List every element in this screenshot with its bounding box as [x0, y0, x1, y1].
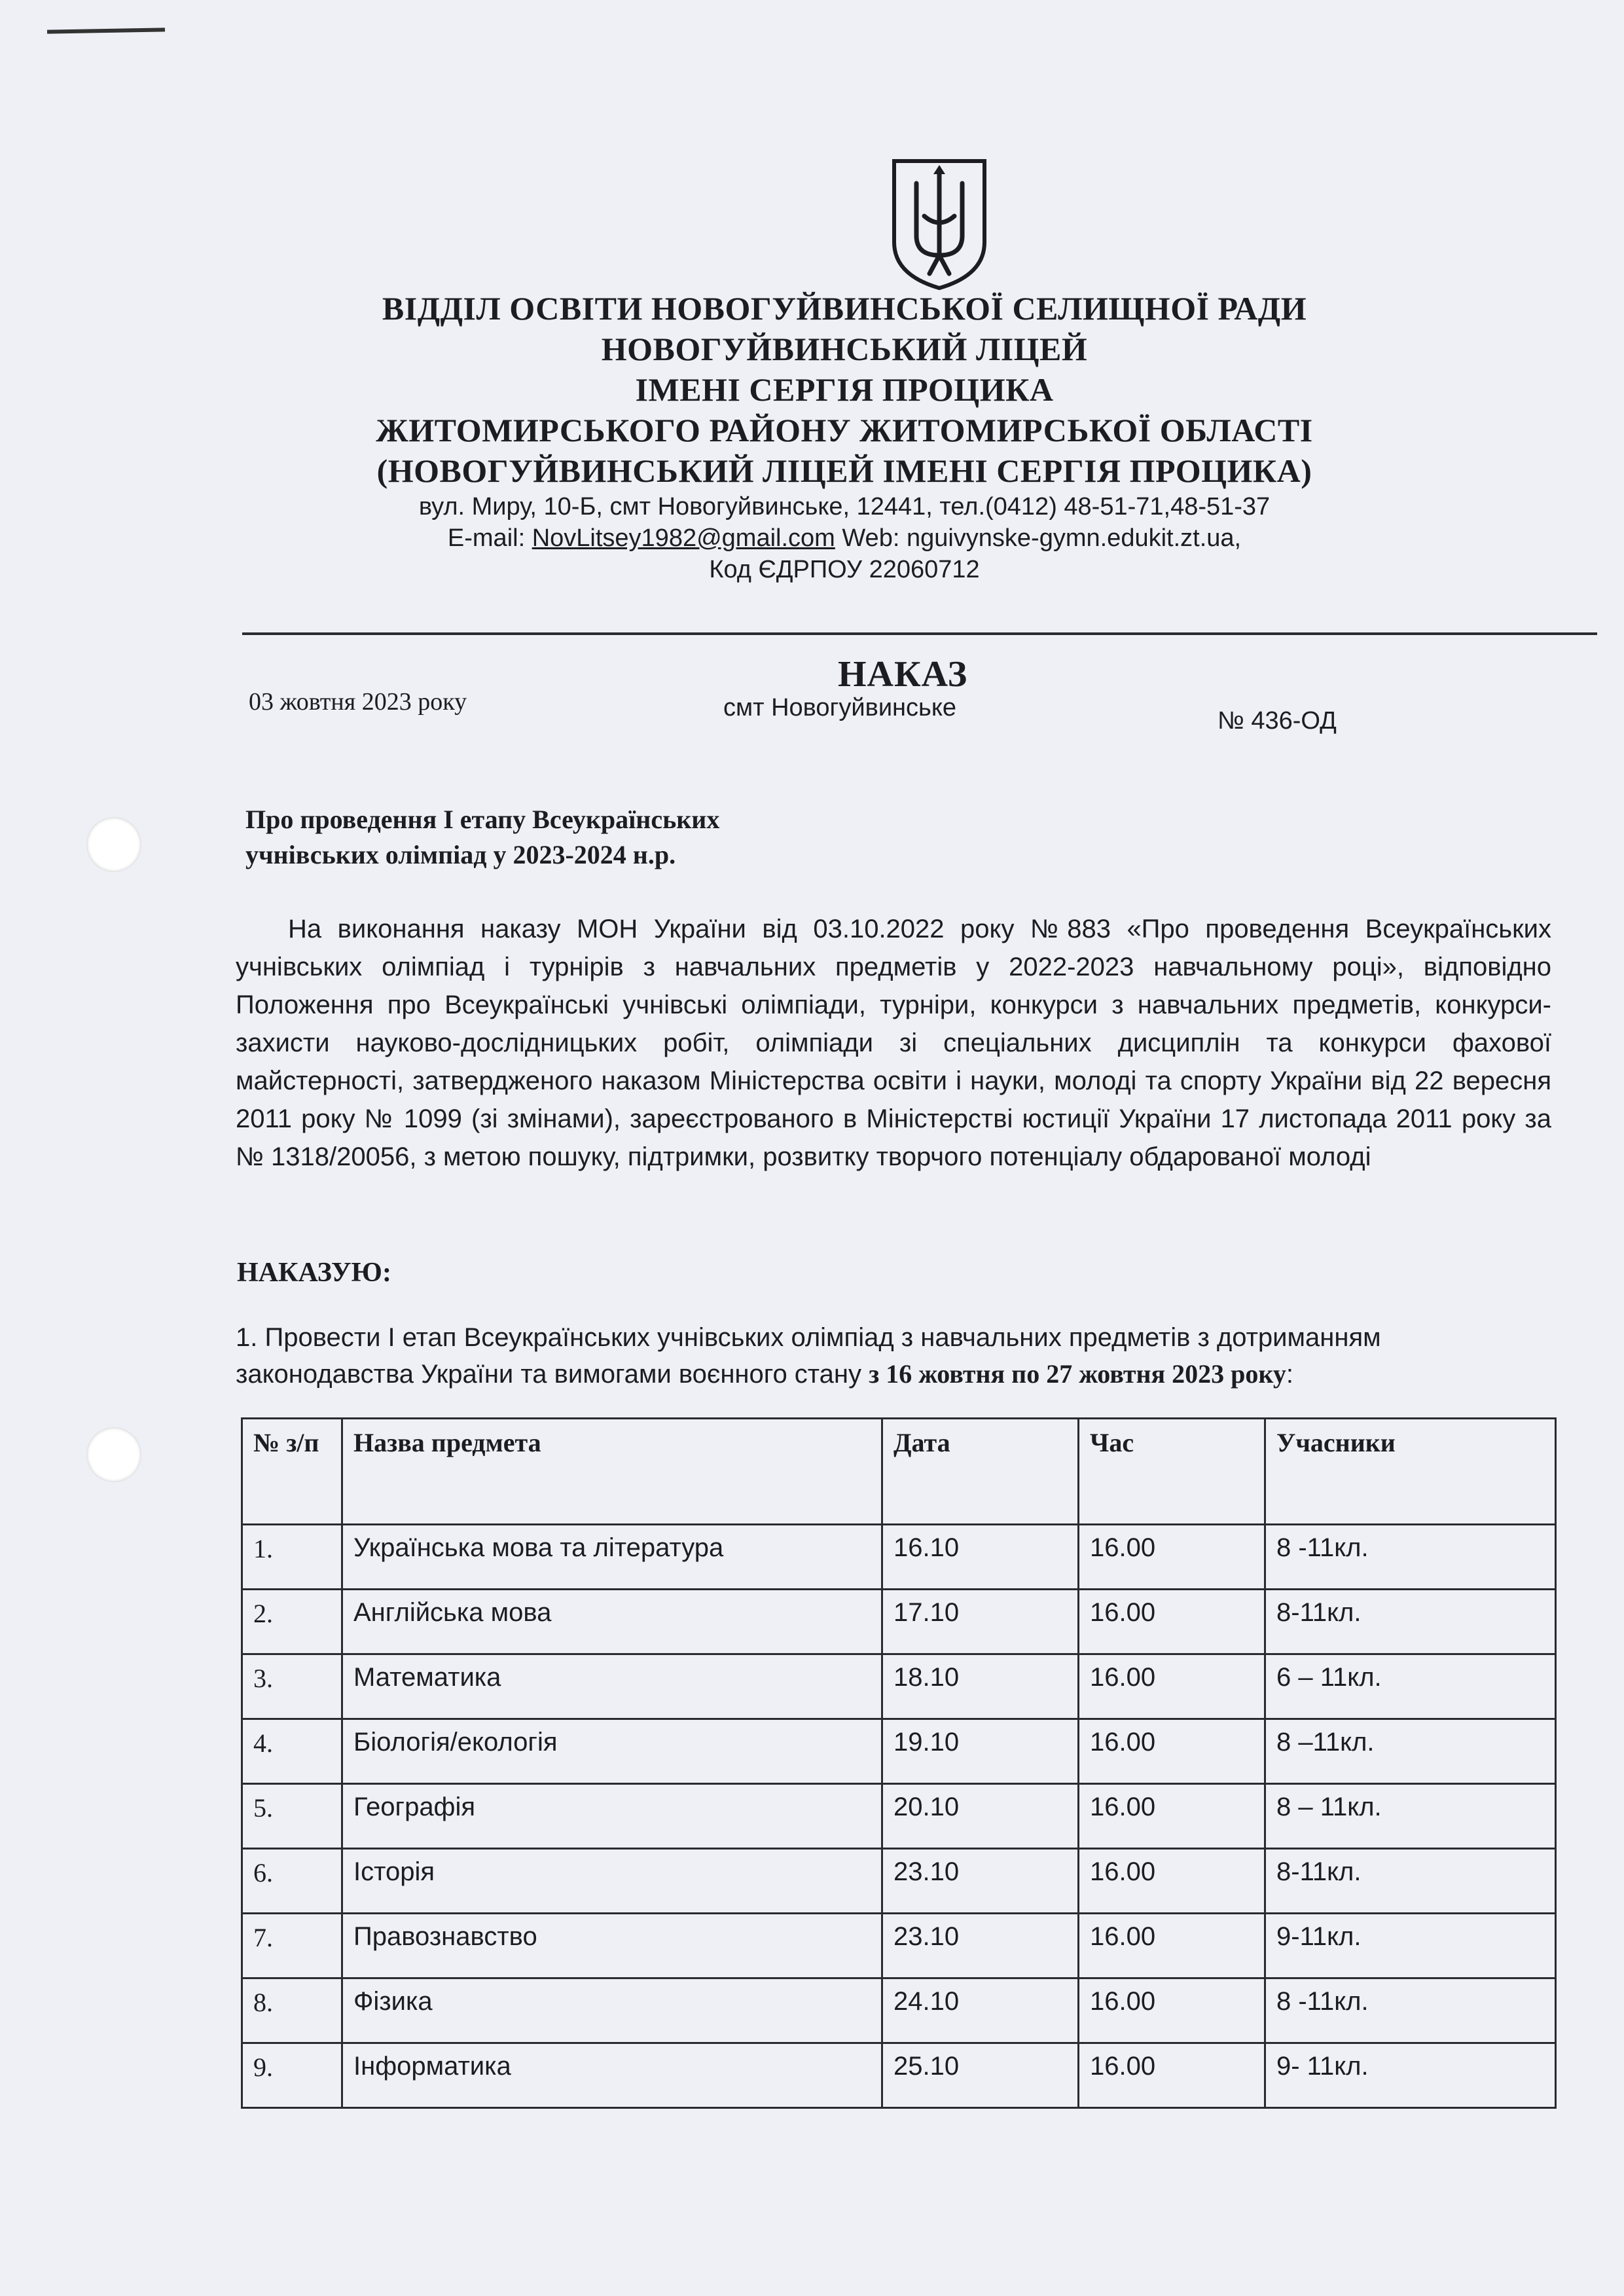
cell-time: 16.00 [1079, 1654, 1265, 1719]
cell-date: 16.10 [882, 1525, 1079, 1590]
cell-participants: 8 -11кл. [1265, 1525, 1556, 1590]
document-title [245, 802, 719, 873]
cell-subject: Англійська мова [342, 1590, 882, 1654]
pen-mark [47, 27, 165, 33]
cell-time: 16.00 [1079, 2043, 1265, 2108]
order-heading: НАКАЗУЮ: [237, 1258, 391, 1288]
punch-hole [86, 1427, 141, 1482]
punch-hole [86, 817, 141, 872]
document-place: смт Новогуйвинське [723, 694, 957, 721]
cell-date: 23.10 [882, 1849, 1079, 1914]
cell-subject: Українська мова та література [342, 1525, 882, 1590]
column-header: Час [1079, 1419, 1265, 1525]
document-date: 03 жовтня 2023 року [249, 688, 467, 716]
cell-date: 20.10 [882, 1784, 1079, 1849]
contacts [216, 522, 1473, 554]
org-name-line: (НОВОГУЙВИНСЬКИЙ ЛІЦЕЙ ІМЕНІ СЕРГІЯ ПРОЦИКА) [376, 452, 1312, 489]
cell-date: 17.10 [882, 1590, 1079, 1654]
cell-date: 23.10 [882, 1914, 1079, 1978]
table-row [242, 1525, 1556, 1590]
email-link[interactable]: NovLitsey1982@gmail.com [532, 524, 835, 552]
cell-number: 2. [242, 1590, 342, 1654]
cell-participants: 6 – 11кл. [1265, 1654, 1556, 1719]
cell-date: 24.10 [882, 1978, 1079, 2043]
cell-number: 9. [242, 2043, 342, 2108]
cell-number: 5. [242, 1784, 342, 1849]
org-name-line: ЖИТОМИРСЬКОГО РАЙОНУ ЖИТОМИРСЬКОЇ ОБЛАСТІ [376, 412, 1313, 448]
cell-participants: 9- 11кл. [1265, 2043, 1556, 2108]
cell-date: 19.10 [882, 1719, 1079, 1784]
email-label: E-mail: [447, 524, 526, 552]
cell-participants: 8 -11кл. [1265, 1978, 1556, 2043]
cell-participants: 8 – 11кл. [1265, 1784, 1556, 1849]
cell-time: 16.00 [1079, 1525, 1265, 1590]
cell-subject: Правознавство [342, 1914, 882, 1978]
table-row [242, 1978, 1556, 2043]
cell-time: 16.00 [1079, 1849, 1265, 1914]
cell-participants: 8 –11кл. [1265, 1719, 1556, 1784]
header-divider [242, 632, 1597, 635]
item-text: 1. Провести І етап Всеукраїнських учнівських олімпіад з навчальних предметів з дотриманням законодавства України та вимогами воєнного стану [236, 1323, 1381, 1389]
document-number: № 436-ОД [1218, 707, 1337, 735]
table-row [242, 2043, 1556, 2108]
letterhead [216, 288, 1473, 585]
title-line: учнівських олімпіад у 2023-2024 н.р. [245, 840, 676, 869]
cell-time: 16.00 [1079, 1914, 1265, 1978]
org-name-line: ІМЕНІ СЕРГІЯ ПРОЦИКА [635, 371, 1054, 408]
address: вул. Миру, 10-Б, смт Новогуйвинське, 12441, тел.(0412) 48-51-71,48-51-37 [418, 493, 1271, 520]
cell-number: 3. [242, 1654, 342, 1719]
cell-participants: 8-11кл. [1265, 1849, 1556, 1914]
cell-subject: Математика [342, 1654, 882, 1719]
cell-number: 7. [242, 1914, 342, 1978]
cell-number: 6. [242, 1849, 342, 1914]
cell-time: 16.00 [1079, 1719, 1265, 1784]
table-row [242, 1914, 1556, 1978]
order-item-1 [236, 1319, 1551, 1393]
edrpou-code: Код ЄДРПОУ 22060712 [709, 556, 980, 583]
column-header: № з/п [242, 1419, 342, 1525]
table-header-row [242, 1419, 1556, 1525]
cell-subject: Біологія/екологія [342, 1719, 882, 1784]
table-row [242, 1590, 1556, 1654]
table-row [242, 1654, 1556, 1719]
cell-participants: 9-11кл. [1265, 1914, 1556, 1978]
column-header: Назва предмета [342, 1419, 882, 1525]
cell-date: 18.10 [882, 1654, 1079, 1719]
document-type: НАКАЗ [838, 654, 968, 695]
cell-number: 8. [242, 1978, 342, 2043]
cell-subject: Інформатика [342, 2043, 882, 2108]
column-header: Дата [882, 1419, 1079, 1525]
cell-time: 16.00 [1079, 1978, 1265, 2043]
web-address: Web: nguivynske-gymn.edukit.zt.ua, [842, 524, 1242, 552]
org-name-line: ВІДДІЛ ОСВІТИ НОВОГУЙВИНСЬКОЇ СЕЛИЩНОЇ РАДИ [382, 290, 1307, 327]
column-header: Учасники [1265, 1419, 1556, 1525]
cell-subject: Історія [342, 1849, 882, 1914]
cell-participants: 8-11кл. [1265, 1590, 1556, 1654]
table-row [242, 1719, 1556, 1784]
olympiad-schedule-table [241, 1417, 1557, 2109]
preamble: На виконання наказу МОН України від 03.10.2022 року №883 «Про проведення Всеукраїнських учнівських олімпіад і турнірів з навчальних предметів у 2022-2023 навчальному році», відповідно Положення про Всеукраїнські учнівські олімпіади, турніри, конкурси з навчальних предметів, конкурси-захисти науково-дослідницьких робіт, олімпіади зі спеціальних дисциплін та конкурси фахової майстерності, затвердженого наказом Міністерства освіти і науки, молоді та спорту України від 22 вересня 2011 року № 1099 (зі змінами), зареєстрованого в Міністерстві юстиції України 17 листопада 2011 року за № 1318/20056, з метою пошуку, підтримки, розвитку творчого потенціалу обдарованої молоді [236, 915, 1551, 1171]
item-period: з 16 жовтня по 27 жовтня 2023 року [869, 1359, 1286, 1389]
cell-time: 16.00 [1079, 1784, 1265, 1849]
coat-of-arms-icon [890, 157, 988, 291]
item-end: : [1286, 1360, 1294, 1389]
org-name-line: НОВОГУЙВИНСЬКИЙ ЛІЦЕЙ [601, 331, 1088, 367]
cell-number: 1. [242, 1525, 342, 1590]
cell-time: 16.00 [1079, 1590, 1265, 1654]
title-line: Про проведення І етапу Всеукраїнських [245, 805, 720, 834]
cell-number: 4. [242, 1719, 342, 1784]
cell-date: 25.10 [882, 2043, 1079, 2108]
table-row [242, 1784, 1556, 1849]
table-row [242, 1849, 1556, 1914]
cell-subject: Фізика [342, 1978, 882, 2043]
cell-subject: Географія [342, 1784, 882, 1849]
